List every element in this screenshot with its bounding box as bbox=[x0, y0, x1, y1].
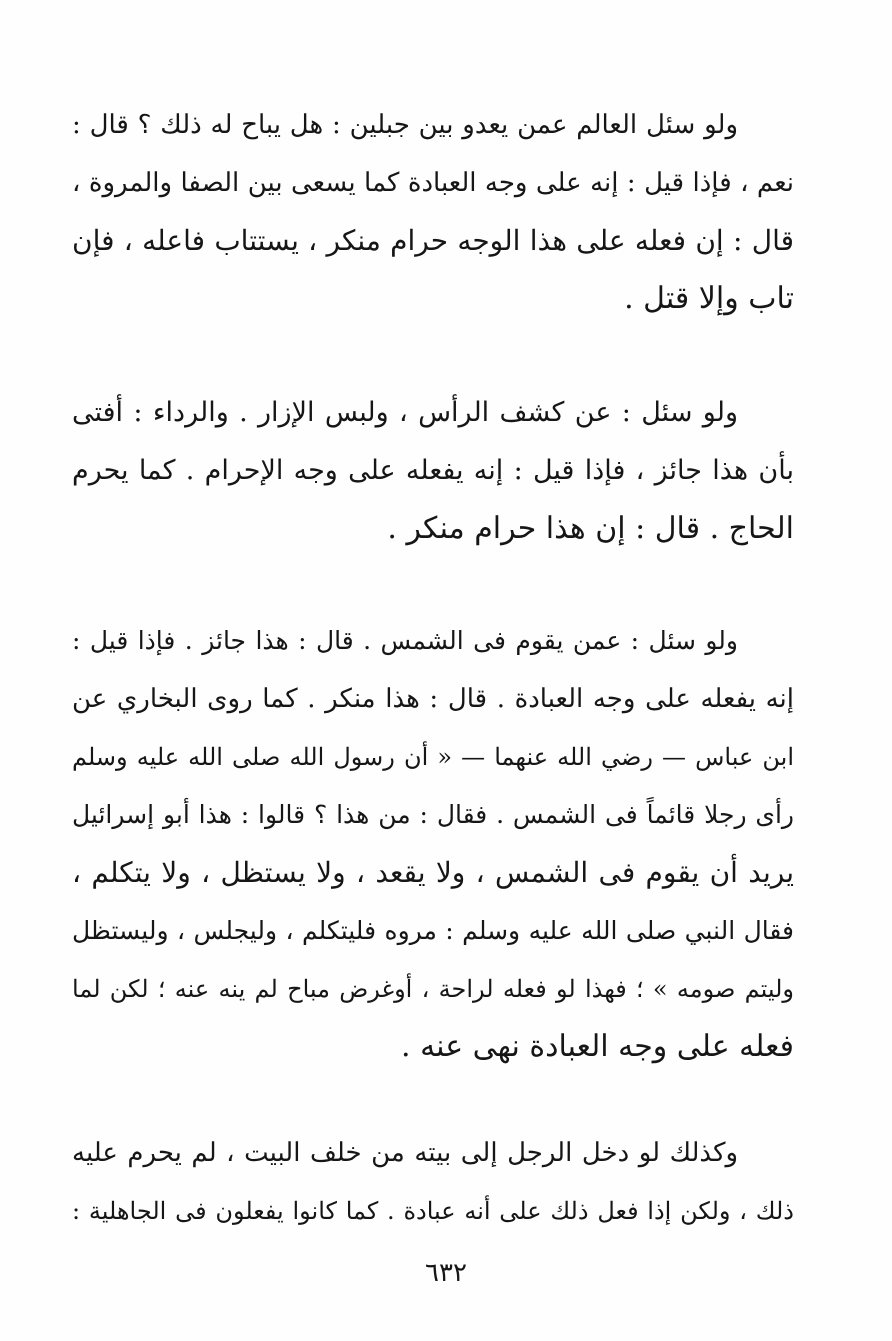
paragraph-1-line-4: تاب وإلا قتل . bbox=[624, 281, 794, 316]
paragraph-3-line-1: ولو سئل : عمن يقوم فى الشمس . قال : هذا جائز . فإذا قيل : bbox=[72, 626, 738, 655]
paragraph-4-line-2: ذلك ، ولكن إذا فعل ذلك على أنه عبادة . كما كانوا يفعلون فى الجاهلية : bbox=[72, 1197, 794, 1225]
paragraph-3-line-2: إنه يفعله على وجه العبادة . قال : هذا منكر . كما روى البخاري عن bbox=[72, 684, 794, 714]
paragraph-1-line-3: قال : إن فعله على هذا الوجه حرام منكر ، يستتاب فاعله ، فإن bbox=[72, 224, 794, 257]
paragraph-3-line-8: فعله على وجه العبادة نهى عنه . bbox=[401, 1029, 794, 1064]
paragraph-4 bbox=[72, 1124, 794, 1240]
paragraph-3-line-4: رأى رجلا قائماً فى الشمس . فقال : من هذا ؟ قالوا : هذا أبو إسرائيل bbox=[72, 800, 794, 829]
page-number: ٦٣٢ bbox=[425, 1258, 467, 1288]
paragraph-4-line-1: وكذلك لو دخل الرجل إلى بيته من خلف البيت ، لم يحرم عليه bbox=[72, 1138, 738, 1168]
paragraph-1-line-2: نعم ، فإذا قيل : إنه على وجه العبادة كما يسعى بين الصفا والمروة ، bbox=[72, 168, 794, 198]
paragraph-2-line-3: الحاج . قال : إن هذا حرام منكر . bbox=[387, 511, 794, 546]
paragraph-3-line-7: وليتم صومه » ؛ فهذا لو فعله لراحة ، أوغرض مباح لم ينه عنه ؛ لكن لما bbox=[72, 975, 794, 1003]
paragraph-2-line-1: ولو سئل : عن كشف الرأس ، ولبس الإزار . والرداء : أفتى bbox=[72, 397, 738, 428]
paragraph-1 bbox=[72, 96, 794, 328]
paragraph-2 bbox=[72, 384, 794, 558]
paragraph-3 bbox=[72, 612, 794, 1076]
paragraph-3-line-6: فقال النبي صلى الله عليه وسلم : مروه فليتكلم ، وليجلس ، وليستظل bbox=[72, 916, 794, 945]
paragraph-1-line-1: ولو سئل العالم عمن يعدو بين جبلين : هل يباح له ذلك ؟ قال : bbox=[72, 110, 738, 140]
paragraph-3-line-3: ابن عباس — رضي الله عنهما — « أن رسول الله صلى الله عليه وسلم bbox=[72, 743, 794, 771]
paragraph-2-line-2: بأن هذا جائز ، فإذا قيل : إنه يفعله على وجه الإحرام . كما يحرم bbox=[72, 455, 794, 486]
paragraph-3-line-5: يريد أن يقوم فى الشمس ، ولا يقعد ، ولا يستظل ، ولا يتكلم ، bbox=[72, 856, 794, 889]
